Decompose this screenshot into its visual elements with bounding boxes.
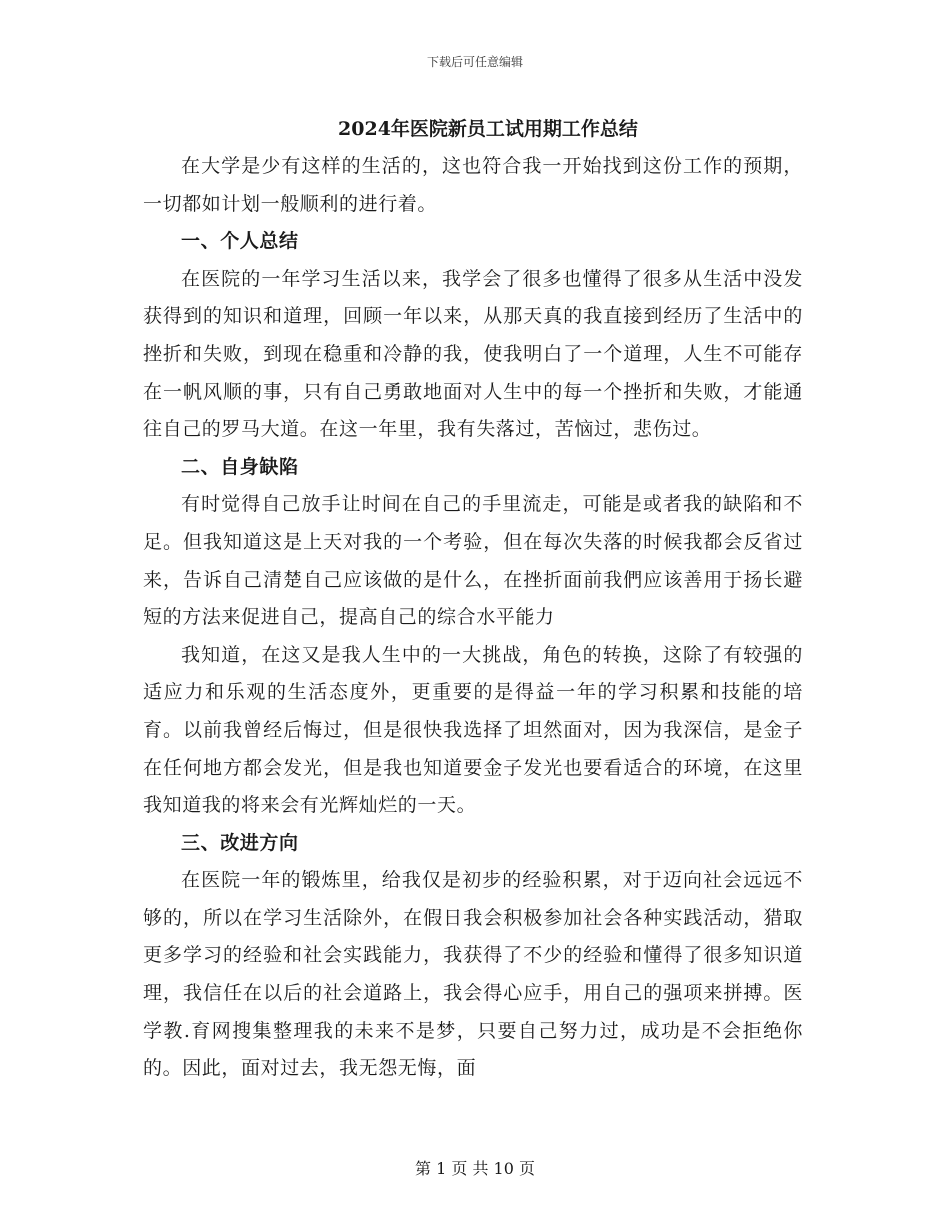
header-note: 下载后可任意编辑: [426, 55, 523, 69]
page-number-footer: 第 1 页 共 10 页: [415, 1159, 535, 1178]
document-body: [143, 112, 803, 1088]
section-paragraph: 我知道，在这又是我人生中的一大挑战，角色的转换，这除了有较强的适应力和乐观的生活态度外，更重要的是得益一年的学习积累和技能的培育。以前我曾经后悔过，但是很快我选择了坦然面对，因为我深信，是金子在任何地方都会发光，但是我也知道要金子发光也要看适合的环境，在这里我知道我的将来会有光辉灿烂的一天。: [143, 643, 803, 817]
intro-paragraph: 在大学是少有这样的生活的，这也符合我一开始找到这份工作的预期，一切都如计划一般顺利的进行着。: [143, 155, 803, 215]
section-heading-improvement: 三、改进方向: [181, 831, 299, 854]
section-heading-shortcomings: 二、自身缺陷: [181, 455, 299, 478]
section-paragraph: 有时觉得自己放手让时间在自己的手里流走，可能是或者我的缺陷和不足。但我知道这是上天对我的一个考验，但在每次失落的时候我都会反省过来，告诉自己清楚自己应该做的是什么，在挫折面前我們应该善用于扬长避短的方法来促进自己，提高自己的综合水平能力: [143, 493, 803, 629]
section-heading-personal-summary: 一、个人总结: [181, 230, 299, 253]
document-title: 2024年医院新员工试用期工作总结: [338, 118, 638, 140]
section-paragraph: 在医院一年的锻炼里，给我仅是初步的经验积累，对于迈向社会远远不够的，所以在学习生活除外，在假日我会积极参加社会各种实践活动，猎取更多学习的经验和社会实践能力，我获得了不少的经验和懂得了很多知识道理，我信任在以后的社会道路上，我会得心应手，用自己的强项来拼搏。医学教.育网搜集整理我的未来不是梦，只要自己努力过，成功是不会拒绝你的。因此，面对过去，我无怨无悔，面: [143, 869, 803, 1080]
section-paragraph: 在医院的一年学习生活以来，我学会了很多也懂得了很多从生活中没发获得到的知识和道理，回顾一年以来，从那天真的我直接到经历了生活中的挫折和失败，到现在稳重和冷静的我，使我明白了一个道理，人生不可能存在一帆风顺的事，只有自己勇敢地面对人生中的每一个挫折和失败，才能通往自己的罗马大道。在这一年里，我有失落过，苦恼过，悲伤过。: [143, 267, 803, 441]
